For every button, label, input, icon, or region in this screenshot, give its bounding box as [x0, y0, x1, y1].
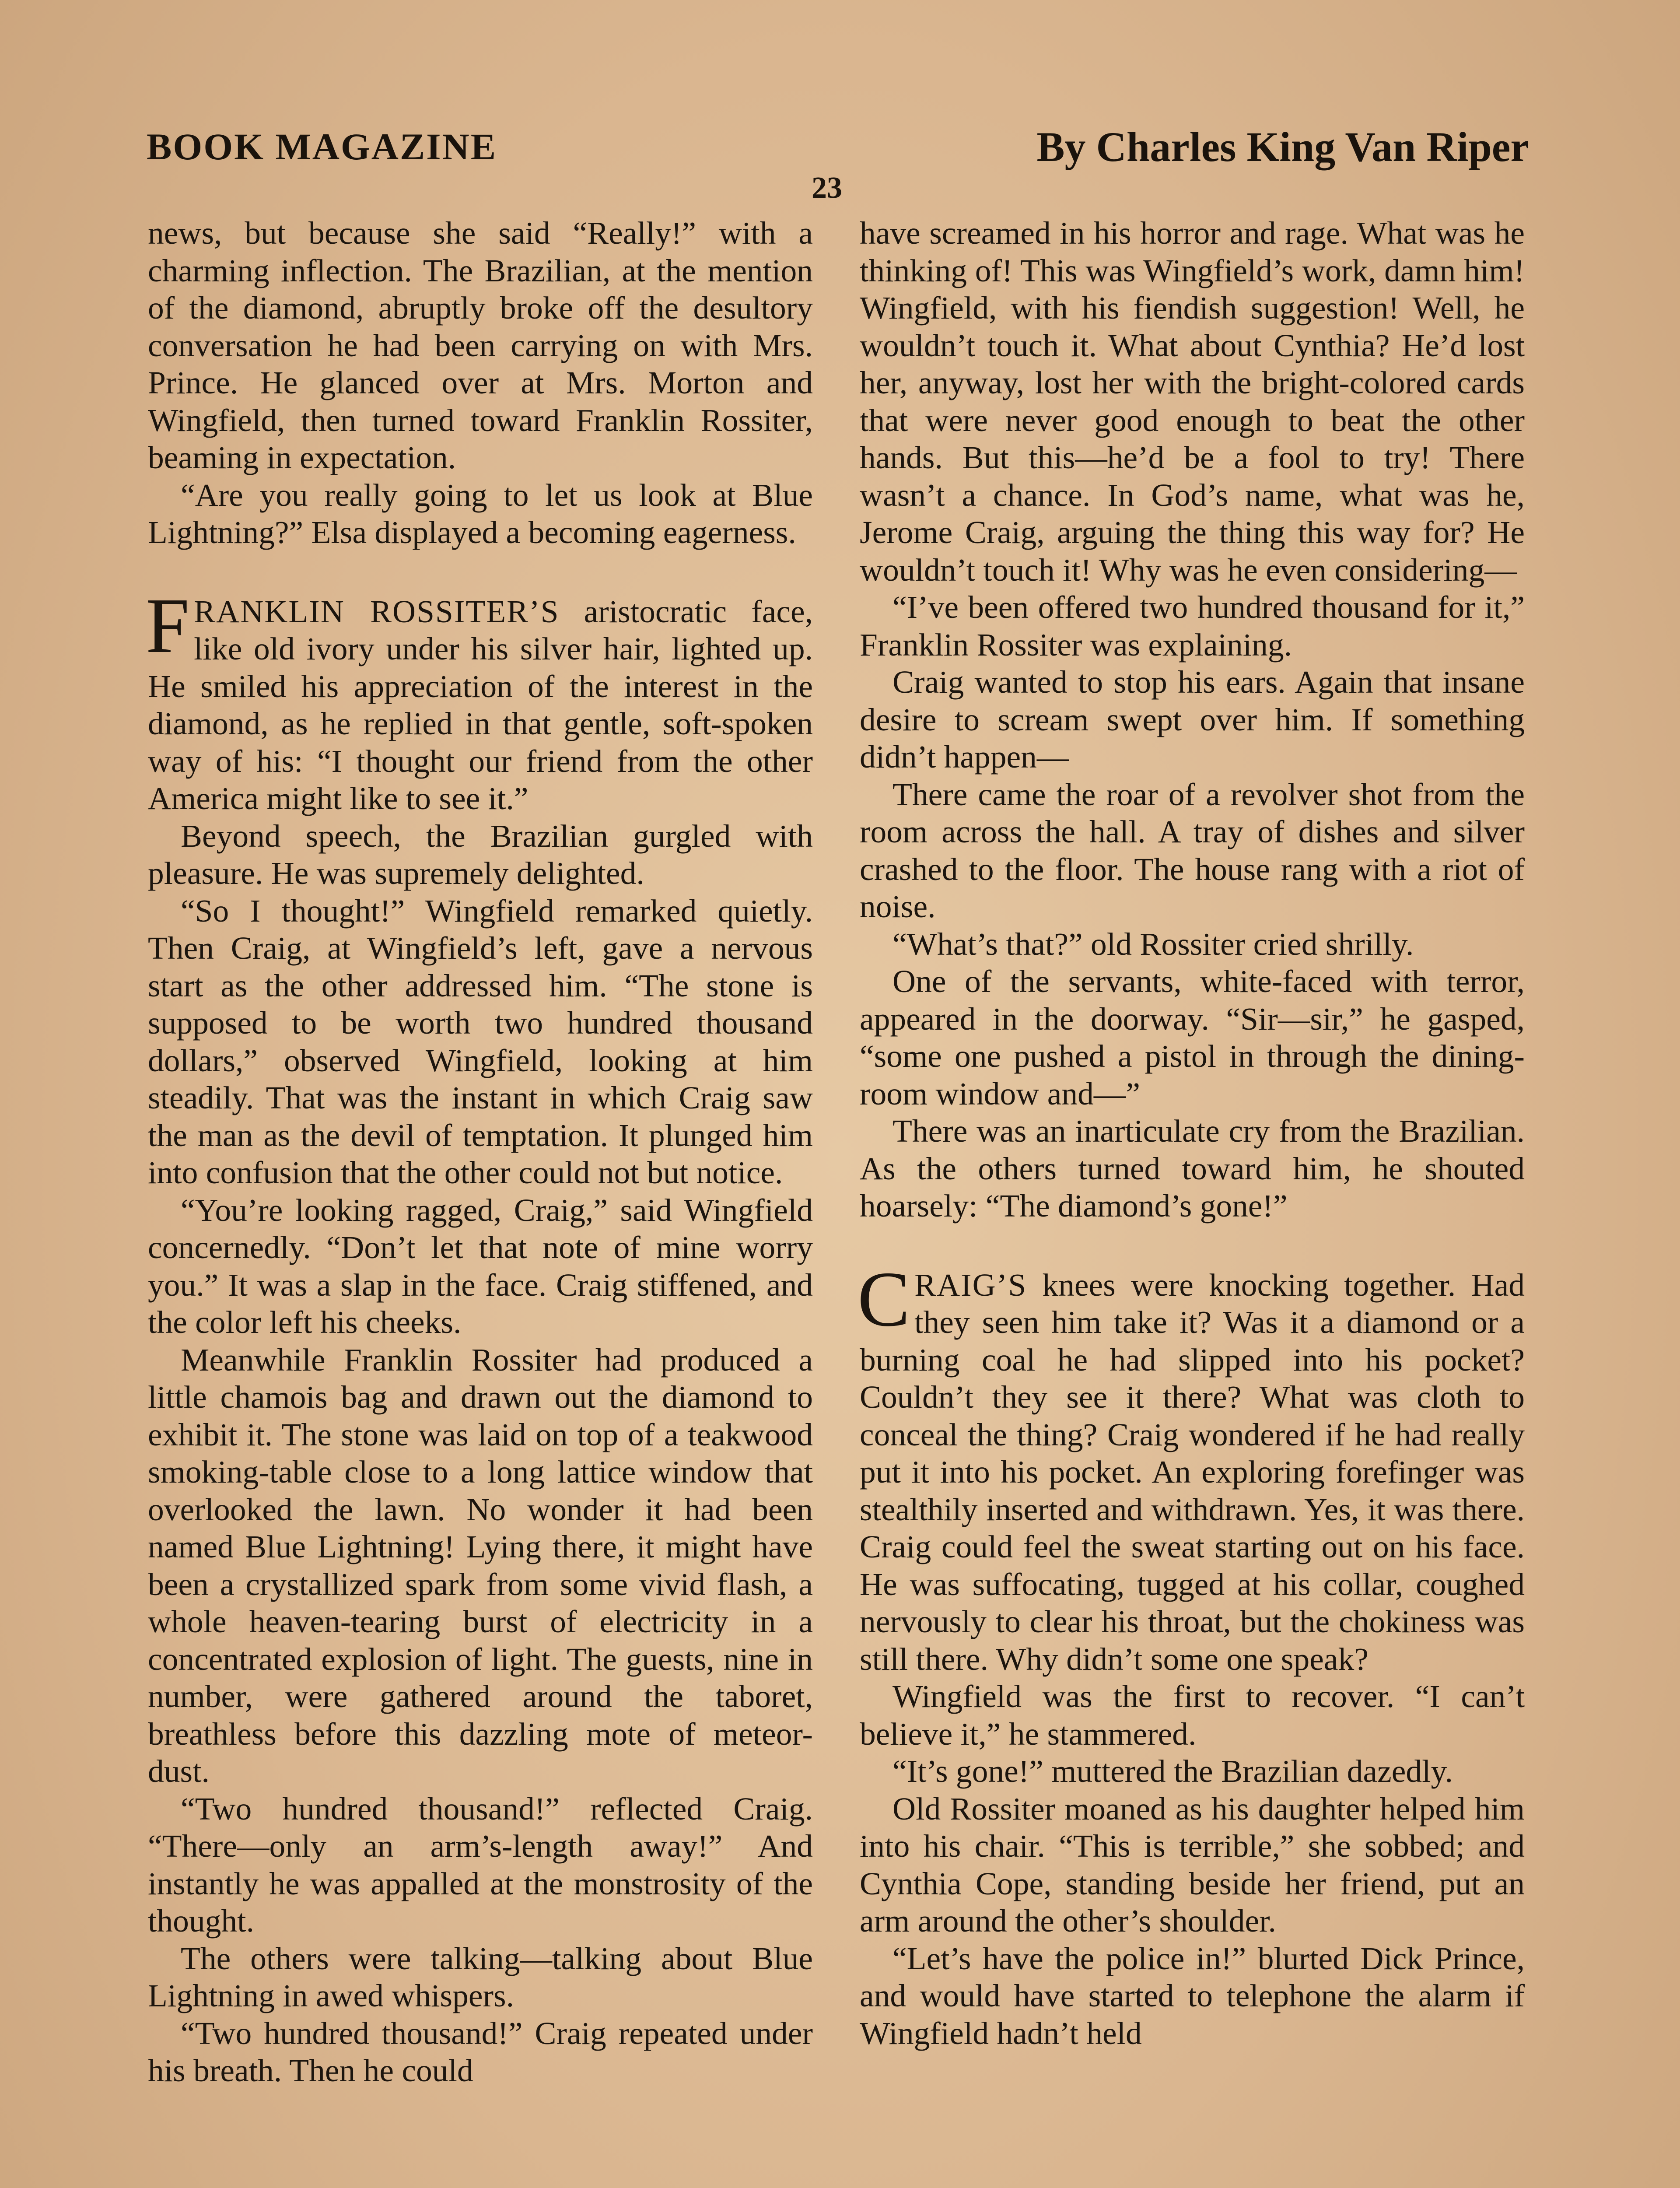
section-opening-paragraph	[146, 582, 813, 817]
magazine-title: BOOK MAGAZINE	[147, 126, 497, 168]
section-opening-paragraph	[858, 1255, 1525, 1678]
paragraph-text: aristocratic face, like old ivory under his silver hair, lighted up. He smiled his appreciation of the interest in the diamond, as he replied in that gentle, soft-spoken way of his: “I thought our friend from the other America might like to see it.”	[148, 593, 813, 816]
paragraph: “You’re looking ragged, Craig,” said Wingfield concernedly. “Don’t let that note of mine worry you.” It was a slap in the face. Craig stiffened, and the color left his cheeks.	[148, 1192, 813, 1340]
paragraph: Old Rossiter moaned as his daughter helped him into his chair. “This is terrible,” she sobbed; and Cynthia Cope, standing beside her friend, put an arm around the other’s shoulder.	[860, 1791, 1525, 1939]
paragraph: “Two hundred thousand!” Craig repeated under his breath. Then he could	[148, 2015, 813, 2088]
paragraph: news, but because she said “Really!” with a charming inflection. The Brazilian, at the mention of the diamond, abruptly broke off the desultory conversation he had been carrying on with Mrs. Prince. He glanced over at Mrs. Morton and Wingfield, then turned toward Franklin Rossiter, beaming in expectation.	[148, 215, 813, 475]
author-byline: By Charles King Van Riper	[1036, 123, 1529, 170]
paragraph: Meanwhile Franklin Rossiter had produced a little chamois bag and drawn out the diamond to exhibit it. The stone was laid on top of a teakwood smoking-table close to a long lattice window that overlooked the lawn. No wonder it had been named Blue Lightning! Lying there, it might have been a crystallized spark from some vivid flash, a whole heaven-tearing burst of electricity in a concentrated explosion of light. The guests, nine in number, were gathered around the taboret, breathless before this dazzling mote of meteor-dust.	[148, 1342, 813, 1789]
paragraph: “Are you really going to let us look at Blue Lightning?” Elsa displayed a becoming eagerness.	[148, 477, 813, 550]
paragraph: The others were talking—talking about Blue Lightning in awed whispers.	[148, 1940, 813, 2013]
paragraph: There was an inarticulate cry from the Brazilian. As the others turned toward him, he shouted hoarsely: “The diamond’s gone!”	[860, 1113, 1525, 1224]
page-number: 23	[812, 171, 842, 205]
paragraph: “Two hundred thousand!” reflected Craig. “There—only an arm’s-length away!” And instantly he was appalled at the monstrosity of the thought.	[148, 1791, 813, 1939]
left-column	[148, 214, 813, 2090]
small-caps-lead: RANKLIN ROSSITER’S	[194, 593, 560, 629]
small-caps-lead: RAIG’S	[914, 1267, 1027, 1303]
drop-cap: F	[146, 582, 190, 669]
paragraph: One of the servants, white-faced with terror, appeared in the doorway. “Sir—sir,” he gasped, “some one pushed a pistol in through the dining-room window and—”	[860, 964, 1525, 1112]
paragraph: Wingfield was the first to recover. “I can’t believe it,” he stammered.	[860, 1679, 1525, 1752]
paragraph: Beyond speech, the Brazilian gurgled with pleasure. He was supremely delighted.	[148, 818, 813, 891]
right-column	[860, 214, 1525, 2052]
paragraph: There came the roar of a revolver shot from the room across the hall. A tray of dishes and silver crashed to the floor. The house rang with a riot of noise.	[860, 776, 1525, 924]
paragraph-text: knees were knocking together. Had they seen him take it? Was it a diamond or a burning coal he had slipped into his pocket? Couldn’t they see it there? What was cloth to conceal the thing? Craig wondered if he had really put it into his pocket. An exploring forefinger was stealthily inserted and withdrawn. Yes, it was there. Craig could feel the sweat starting out on his face. He was suffocating, tugged at his collar, coughed nervously to clear his throat, but the chokiness was still there. Why didn’t some one speak?	[860, 1267, 1525, 1677]
paragraph: “I’ve been offered two hundred thousand for it,” Franklin Rossiter was explaining.	[860, 589, 1525, 663]
paragraph: “What’s that?” old Rossiter cried shrilly.	[892, 926, 1414, 962]
drop-cap: C	[858, 1255, 910, 1343]
paragraph: “It’s gone!” muttered the Brazilian dazedly.	[892, 1753, 1453, 1789]
paragraph: “Let’s have the police in!” blurted Dick Prince, and would have started to telephone the alarm if Wingfield hadn’t held	[860, 1940, 1525, 2051]
paragraph: “So I thought!” Wingfield remarked quietly. Then Craig, at Wingfield’s left, gave a nervous start as the other addressed him. “The stone is supposed to be worth two hundred thousand dollars,” observed Wingfield, looking at him steadily. That was the instant in which Craig saw the man as the devil of temptation. It plunged him into confusion that the other could not but notice.	[148, 893, 813, 1190]
paragraph: Craig wanted to stop his ears. Again that insane desire to scream swept over him. If something didn’t happen—	[860, 664, 1525, 775]
paragraph: have screamed in his horror and rage. What was he thinking of! This was Wingfield’s work, damn him! Wingfield, with his fiendish suggestion! Well, he wouldn’t touch it. What about Cynthia? He’d lost her, anyway, lost her with the bright-colored cards that were never good enough to beat the other hands. But this—he’d be a fool to try! There wasn’t a chance. In God’s name, what was he, Jerome Craig, arguing the thing this way for? He wouldn’t touch it! Why was he even considering—	[860, 215, 1525, 588]
